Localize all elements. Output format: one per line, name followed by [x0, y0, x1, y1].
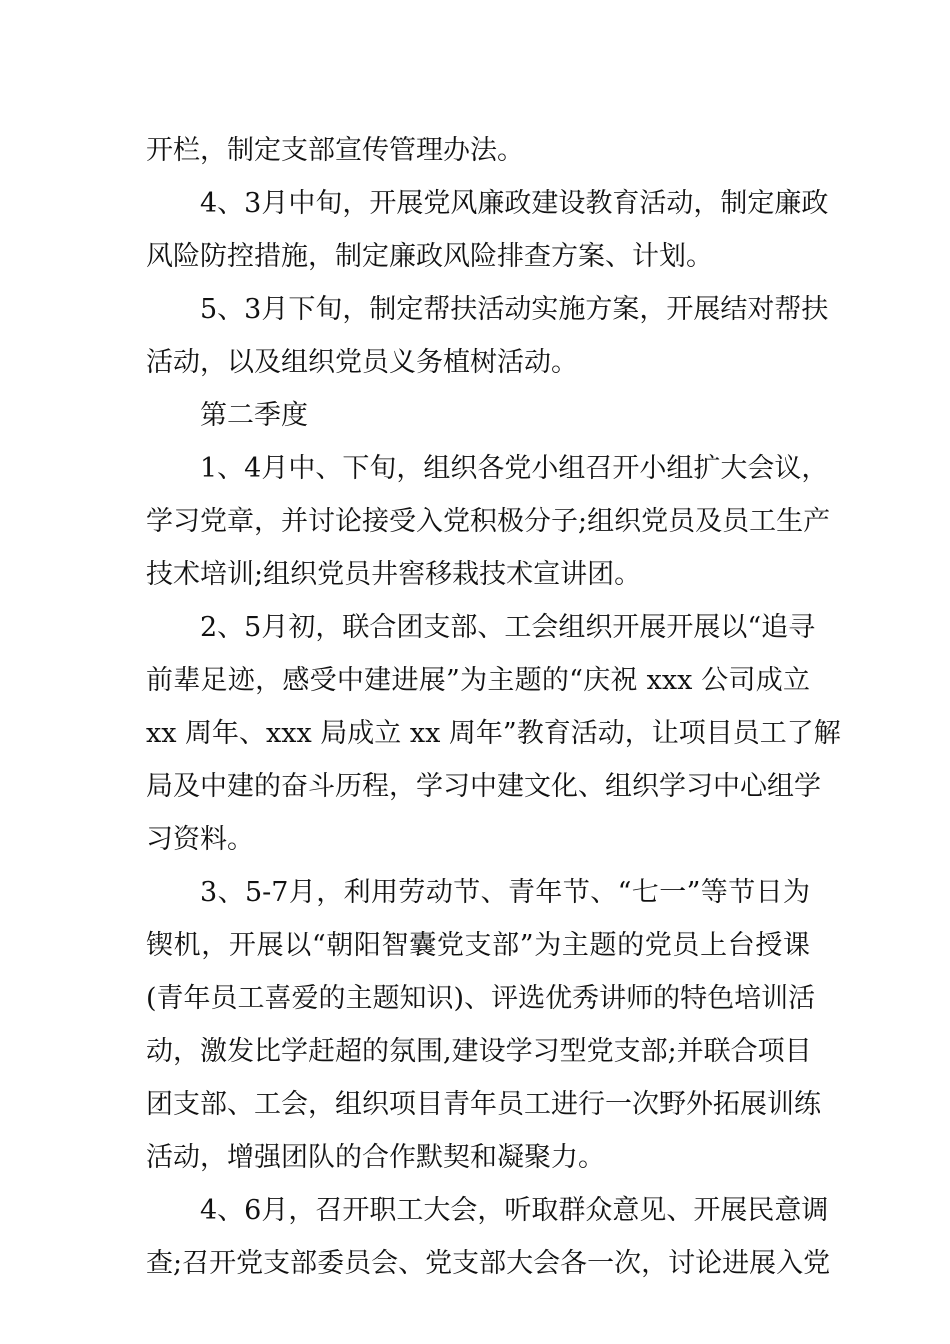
text-line: 4、3月中旬，开展党风廉政建设教育活动，制定廉政 [200, 188, 829, 219]
text-line: 活动，以及组织党员义务植树活动。 [146, 347, 578, 378]
text-line: 活动，增强团队的合作默契和凝聚力。 [146, 1142, 605, 1173]
text-line: 团支部、工会，组织项目青年员工进行一次野外拓展训练 [146, 1089, 821, 1120]
text-line: 5、3月下旬，制定帮扶活动实施方案，开展结对帮扶 [200, 294, 829, 325]
text-line: 学习党章，并讨论接受入党积极分子;组织党员及员工生产 [146, 506, 831, 537]
paragraph-6 [146, 601, 841, 866]
paragraph-1 [146, 124, 810, 177]
text-line: (青年员工喜爱的主题知识)、评选优秀讲师的特色培训活 [146, 983, 816, 1014]
text-line: 前辈足迹，感受中建进展”为主题的“庆祝 xxx 公司成立 [146, 665, 810, 696]
paragraph-8 [146, 1184, 831, 1290]
text-line: 习资料。 [146, 824, 254, 855]
text-line: 技术培训;组织党员井窖移栽技术宣讲团。 [146, 559, 642, 590]
text-line: 动，激发比学赶超的氛围,建设学习型党支部;并联合项目 [146, 1036, 812, 1067]
text-line: 1、4月中、下旬，组织各党小组召开小组扩大会议， [200, 453, 829, 484]
document-body [146, 124, 841, 1290]
text-line: 锲机，开展以“朝阳智囊党支部”为主题的党员上台授课 [146, 930, 810, 961]
text-line: xx 周年、xxx 局成立 xx 周年”教育活动，让项目员工了解 [146, 718, 841, 749]
text-line: 查;召开党支部委员会、党支部大会各一次，讨论进展入党 [146, 1248, 831, 1279]
section-heading: 第二季度 [200, 400, 308, 431]
paragraph-7 [146, 866, 821, 1184]
paragraph-5 [146, 442, 831, 601]
paragraph-3 [146, 283, 829, 389]
text-line: 3、5-7月，利用劳动节、青年节、“七一”等节日为 [200, 877, 810, 908]
paragraph-2 [146, 177, 829, 283]
text-line: 局及中建的奋斗历程，学习中建文化、组织学习中心组学 [146, 771, 821, 802]
text-line: 风险防控措施，制定廉政风险排查方案、计划。 [146, 241, 713, 272]
text-line: 4、6月，召开职工大会，听取群众意见、开展民意调 [200, 1195, 829, 1226]
text-line: 开栏，制定支部宣传管理办法。 [146, 135, 524, 166]
section-heading-q2 [146, 389, 810, 442]
text-line: 2、5月初，联合团支部、工会组织开展开展以“追寻 [200, 612, 816, 643]
